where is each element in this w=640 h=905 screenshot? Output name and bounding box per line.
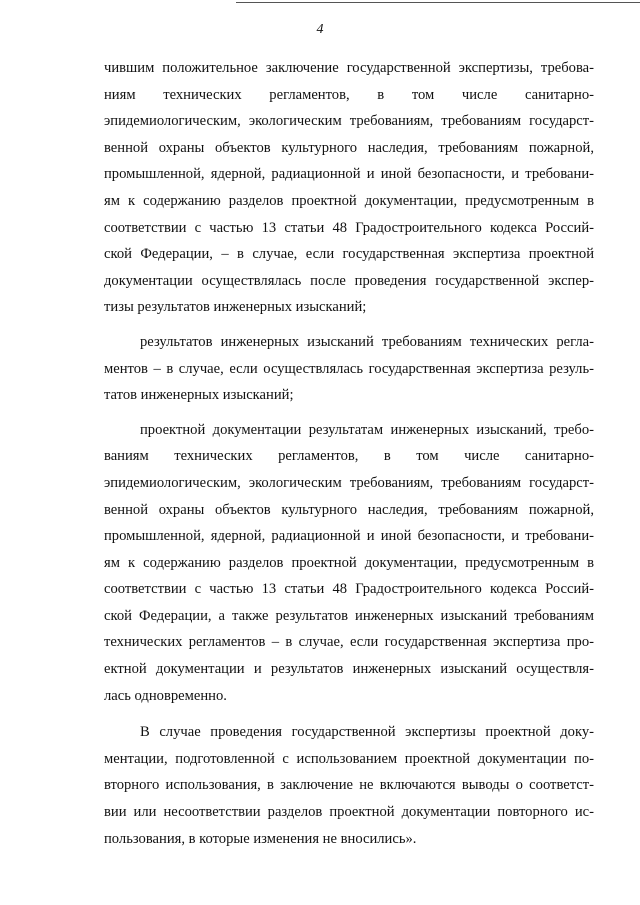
text-line: ментов – в случае, если осуществлялась государственная экспертиза резуль- [104,360,594,377]
text-line: В случае проведения государственной экспертизы проектной доку- [140,724,594,741]
text-line: ектной документации и результатов инженерных изысканий осуществля- [104,661,594,678]
text-line: эпидемиологическим, экологическим требованиям, требованиям государст- [104,474,594,491]
text-line: проектной документации результатам инженерных изысканий, требо- [140,421,594,438]
paragraph [104,417,594,710]
text-line: чившим положительное заключение государственной экспертизы, требова- [104,60,594,76]
document-body [104,55,594,852]
text-line: результатов инженерных изысканий требованиям технических регла- [140,333,594,350]
text-line: эпидемиологическим, экологическим требованиям, требованиям государст- [104,113,594,130]
text-line: вии или несоответствии разделов проектной документации повторного ис- [104,804,594,821]
text-line: лась одновременно. [104,687,227,704]
text-line: ваниям технических регламентов, в том числе санитарно- [104,448,594,465]
text-line: ям к содержанию разделов проектной документации, предусмотренным в [104,554,594,571]
text-line: вторного использования, в заключение не включаются выводы о соответст- [104,777,594,794]
top-border-line [236,2,640,3]
text-line: документации осуществлялась после проведения государственной экспер- [104,272,594,289]
text-line: ской Федерации, а также результатов инженерных изысканий требованиям [104,607,594,624]
text-line: тизы результатов инженерных изысканий; [104,299,367,316]
text-line: ской Федерации, – в случае, если государственная экспертиза проектной [104,246,594,263]
paragraph [104,719,594,852]
text-line: технических регламентов – в случае, если государственная экспертиза про- [104,634,594,651]
text-line: ям к содержанию разделов проектной документации, предусмотренным в [104,192,594,209]
text-line: промышленной, ядерной, радиационной и иной безопасности, и требовани- [104,166,594,183]
text-line: пользования, в которые изменения не вносились». [104,830,417,847]
text-line: ментации, подготовленной с использованием проектной документации по- [104,750,594,767]
text-line: соответствии с частью 13 статьи 48 Градостроительного кодекса Россий- [104,581,594,598]
paragraph [104,55,594,321]
text-line: промышленной, ядерной, радиационной и иной безопасности, и требовани- [104,528,594,545]
page-number: 4 [316,22,324,37]
text-line: татов инженерных изысканий; [104,387,294,404]
text-line: венной охраны объектов культурного наследия, требованиям пожарной, [104,501,594,518]
text-line: соответствии с частью 13 статьи 48 Градостроительного кодекса Россий- [104,219,594,236]
text-line: ниям технических регламентов, в том числе санитарно- [104,86,594,103]
paragraph [104,329,594,409]
text-line: венной охраны объектов культурного наследия, требованиям пожарной, [104,139,594,156]
